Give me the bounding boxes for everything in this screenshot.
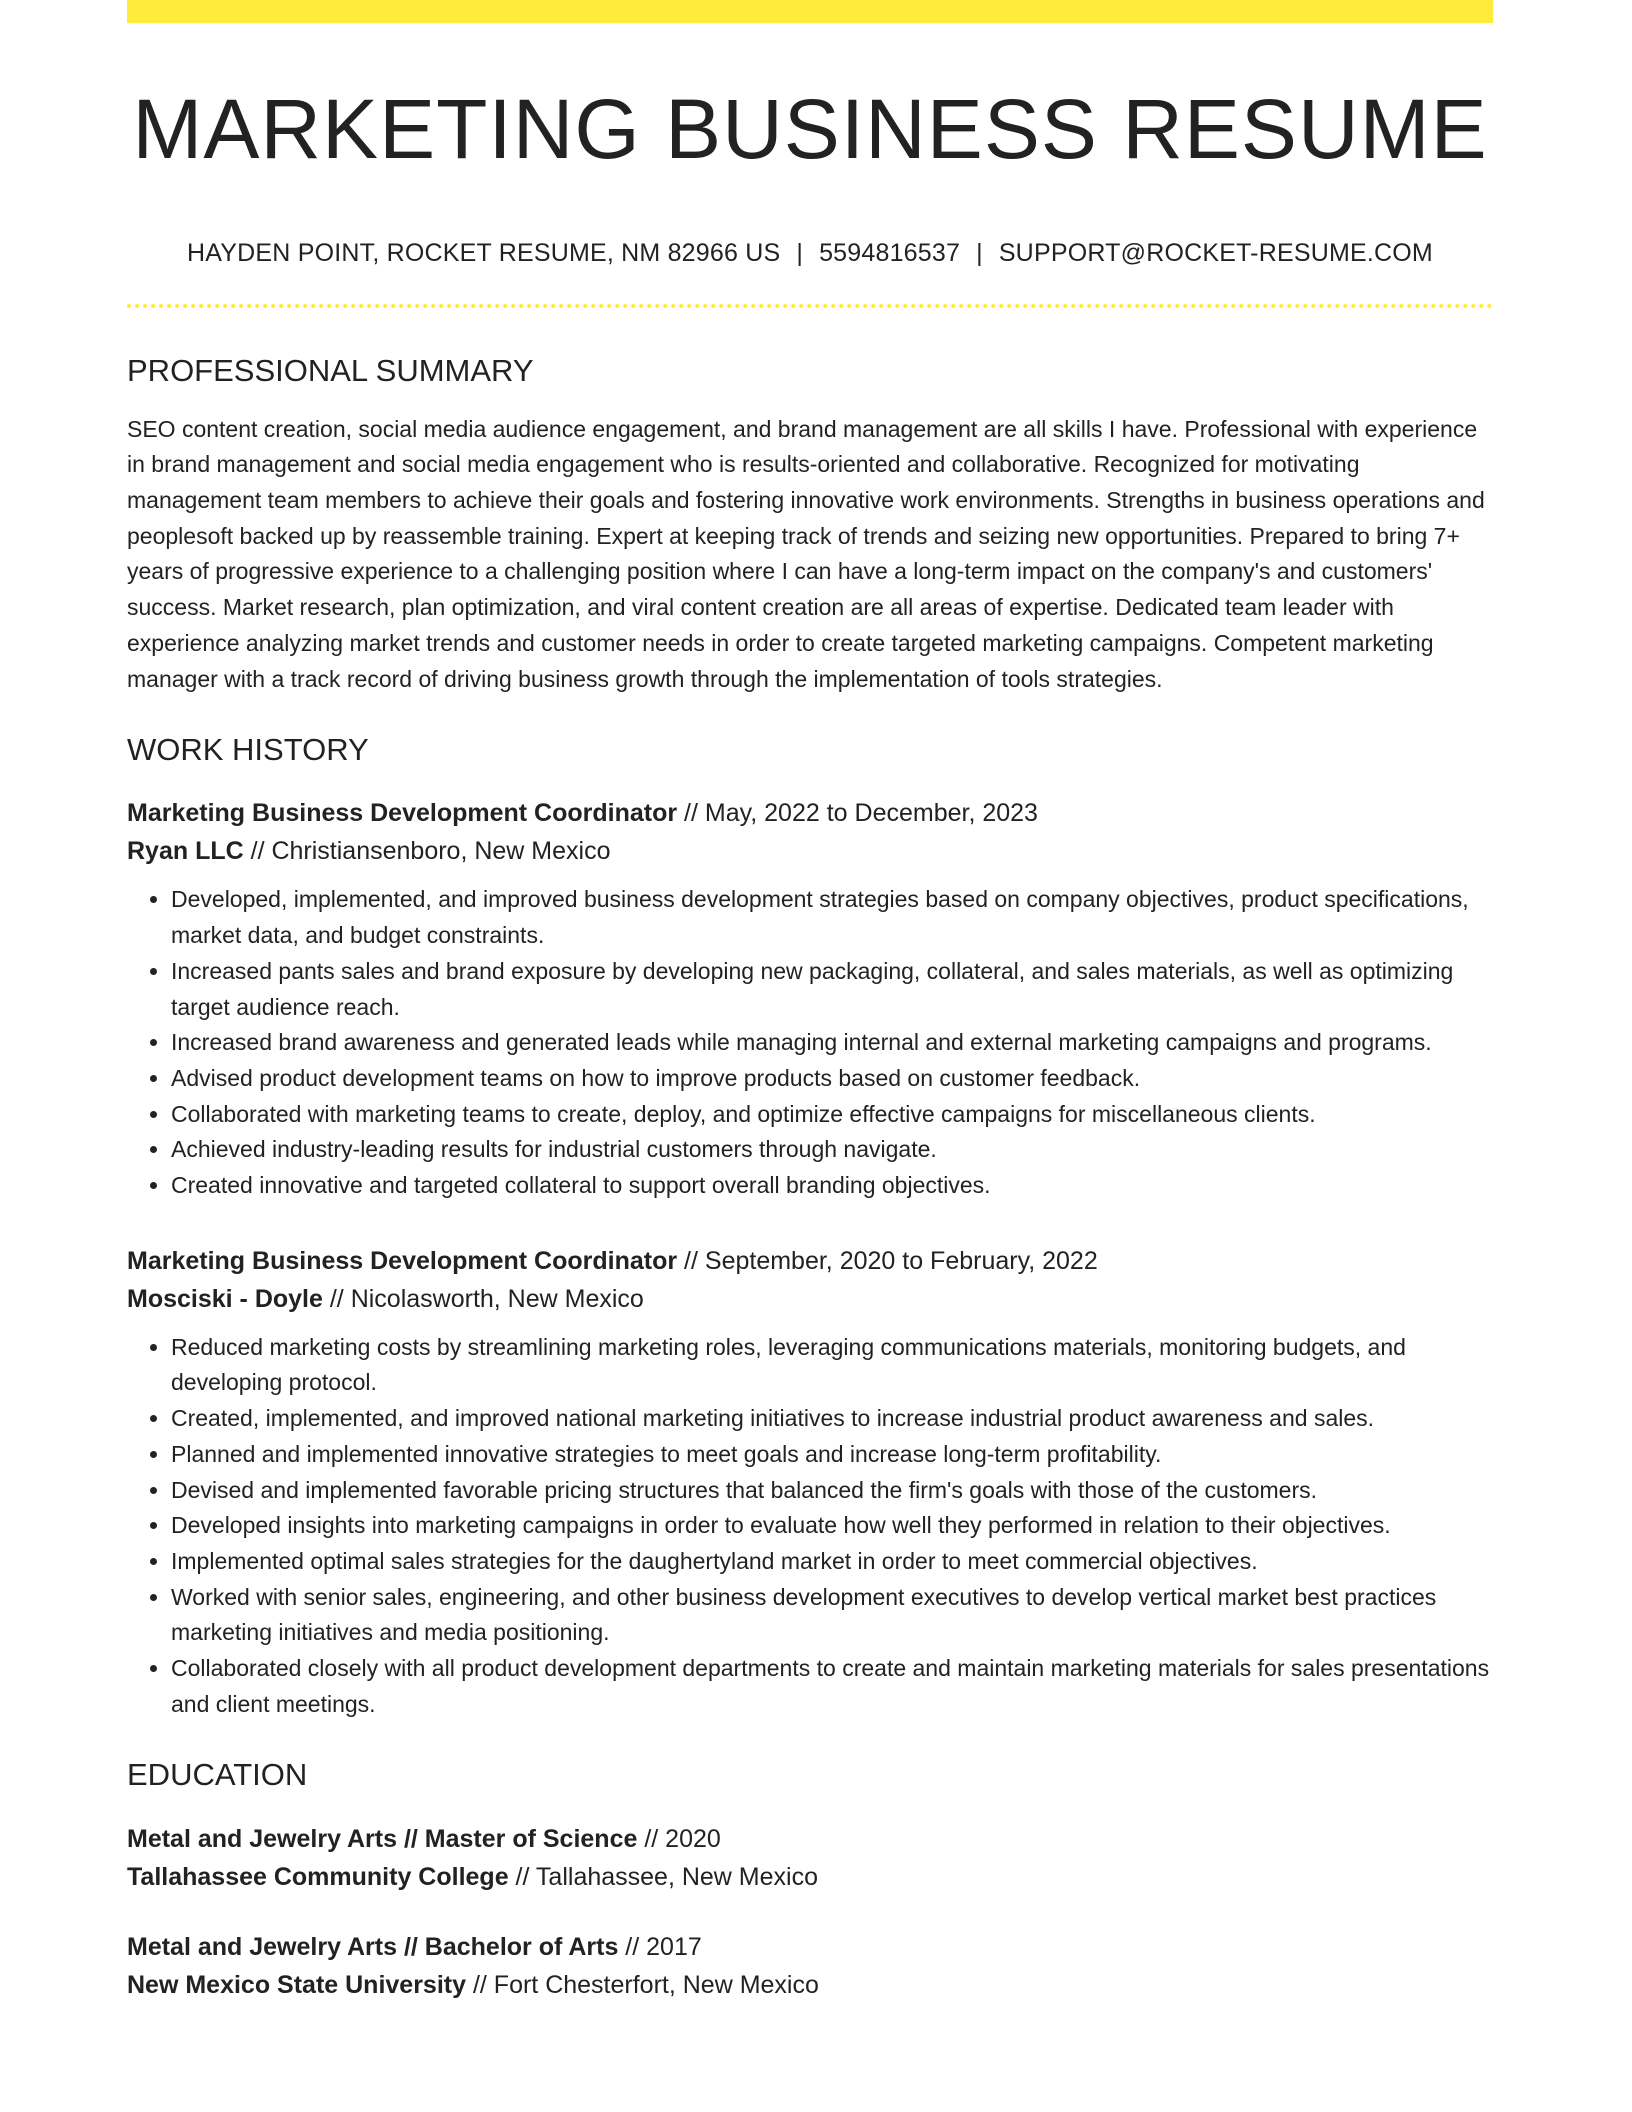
job-title-line <box>127 1242 1493 1280</box>
list-item: • Collaborated with marketing teams to create, deploy, and optimize effective campaigns for miscellaneous clients. <box>171 1097 1493 1133</box>
education-degree: Metal and Jewelry Arts // Bachelor of Arts <box>127 1932 619 1961</box>
education-entry <box>127 1820 1493 1896</box>
accent-top-bar <box>127 0 1493 23</box>
job-bullets <box>127 1330 1493 1723</box>
job-company: Mosciski - Doyle <box>127 1284 323 1313</box>
education-year: // 2017 <box>618 1932 702 1961</box>
list-item: • Increased pants sales and brand exposure by developing new packaging, collateral, and sales materials, as well as optimizing target audience reach. <box>171 954 1493 1025</box>
education-location: // Tallahassee, New Mexico <box>508 1862 818 1891</box>
education-degree-line <box>127 1820 1493 1858</box>
education-school-line <box>127 1858 1493 1896</box>
list-item: • Increased brand awareness and generated leads while managing internal and external marketing campaigns and programs. <box>171 1025 1493 1061</box>
contact-email[interactable]: SUPPORT@ROCKET-RESUME.COM <box>998 239 1433 268</box>
list-item: • Worked with senior sales, engineering, and other business development executives to develop vertical market best practices marketing initiatives and media positioning. <box>171 1580 1493 1651</box>
list-item: • Collaborated closely with all product development departments to create and maintain marketing materials for sales presentations and client meetings. <box>171 1651 1493 1722</box>
job-location: // Christiansenboro, New Mexico <box>243 837 611 866</box>
job-bullets <box>127 882 1493 1203</box>
education-degree: Metal and Jewelry Arts // Master of Science <box>127 1824 638 1853</box>
list-item: • Implemented optimal sales strategies for the daughertyland market in order to meet commercial objectives. <box>171 1544 1493 1580</box>
section-heading-summary: PROFESSIONAL SUMMARY <box>127 353 534 389</box>
job-dates: // May, 2022 to December, 2023 <box>677 799 1038 828</box>
job-entry <box>127 1242 1493 1723</box>
job-location: // Nicolasworth, New Mexico <box>322 1284 644 1313</box>
list-item: • Developed, implemented, and improved business development strategies based on company objectives, product specifications, market data, and budget constraints. <box>171 882 1493 953</box>
contact-separator: | <box>976 239 983 268</box>
list-item: • Planned and implemented innovative strategies to meet goals and increase long-term profitability. <box>171 1437 1493 1473</box>
job-company: Ryan LLC <box>127 837 244 866</box>
dotted-divider <box>127 304 1493 308</box>
section-heading-education: EDUCATION <box>127 1757 308 1793</box>
list-item: • Devised and implemented favorable pricing structures that balanced the firm's goals with those of the customers. <box>171 1473 1493 1509</box>
list-item: • Reduced marketing costs by streamlining marketing roles, leveraging communications materials, monitoring budgets, and developing protocol. <box>171 1330 1493 1401</box>
job-company-line <box>127 1280 1493 1318</box>
list-item: • Created, implemented, and improved national marketing initiatives to increase industrial product awareness and sales. <box>171 1401 1493 1437</box>
contact-phone: 5594816537 <box>819 239 961 268</box>
education-year: // 2020 <box>637 1824 721 1853</box>
job-dates: // September, 2020 to February, 2022 <box>677 1246 1098 1275</box>
job-entry <box>127 794 1493 1203</box>
job-title: Marketing Business Development Coordinator <box>127 799 678 828</box>
resume-page <box>127 0 1493 2004</box>
section-heading-work-history: WORK HISTORY <box>127 732 369 768</box>
job-title: Marketing Business Development Coordinator <box>127 1246 678 1275</box>
contact-address: HAYDEN POINT, ROCKET RESUME, NM 82966 US <box>187 239 781 268</box>
summary-text: SEO content creation, social media audience engagement, and brand management are all skills I have. Professional with experience in brand management and social media engagement who is results-oriented and collaborative. Recognized for motivating management team members to achieve their goals and fostering innovative work environments. Strengths in business operations and peoplesoft backed up by reassemble training. Expert at keeping track of trends and seizing new opportunities. Prepared to bring 7+ years of progressive experience to a challenging position where I can have a long-term impact on the company's and customers' success. Market research, plan optimization, and viral content creation are all areas of expertise. Dedicated team leader with experience analyzing market trends and customer needs in order to create targeted marketing campaigns. Competent marketing manager with a track record of driving business growth through the implementation of tools strategies. <box>127 415 1485 692</box>
list-item: • Advised product development teams on how to improve products based on customer feedback. <box>171 1061 1493 1097</box>
education-location: // Fort Chesterfort, New Mexico <box>466 1970 819 1999</box>
education-school: Tallahassee Community College <box>127 1862 509 1891</box>
resume-title: MARKETING BUSINESS RESUME <box>132 82 1488 176</box>
contact-separator: | <box>796 239 804 268</box>
list-item: • Developed insights into marketing campaigns in order to evaluate how well they performed in relation to their objectives. <box>171 1508 1493 1544</box>
education-school-line <box>127 1966 1493 2004</box>
list-item: • Achieved industry-leading results for industrial customers through navigate. <box>171 1132 1493 1168</box>
education-degree-line <box>127 1928 1493 1966</box>
contact-line <box>127 239 1493 268</box>
education-entry <box>127 1928 1493 2004</box>
list-item: • Created innovative and targeted collateral to support overall branding objectives. <box>171 1168 1493 1204</box>
job-company-line <box>127 832 1493 870</box>
job-title-line <box>127 794 1493 832</box>
education-school: New Mexico State University <box>127 1970 467 1999</box>
